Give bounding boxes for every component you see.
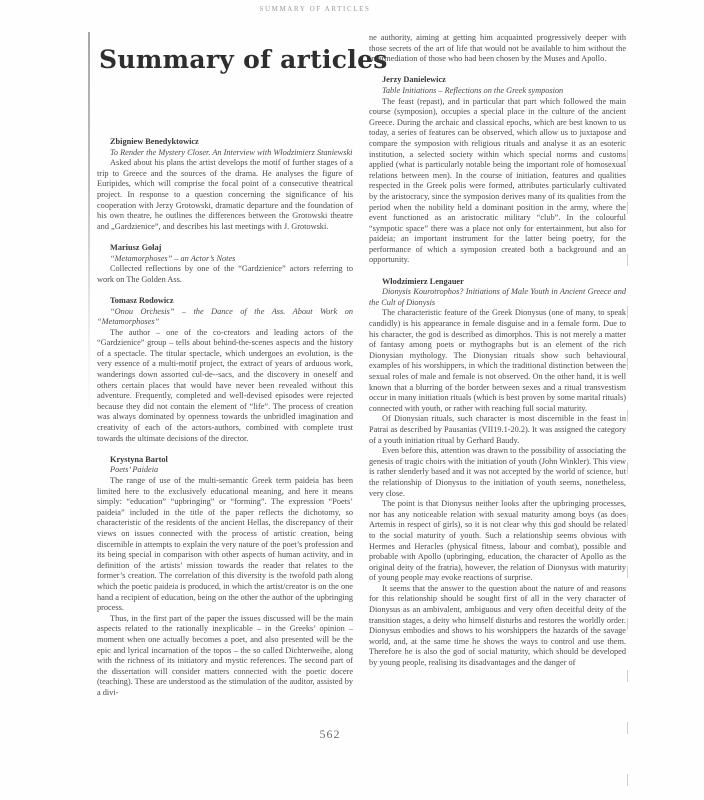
article-work-title: “Metamorphoses” – an Actor’s Notes: [110, 253, 236, 263]
article-summary-danielewicz: [369, 75, 626, 266]
article-paragraph: The feast (repast), and in particular that part which followed the main course (symposion), occupies a special place in the culture of the ancient Greece. During the archaic and classical epochs, which are best known to us today, a series of features can be observed, which allow us to juxtapose and compare the symposion with religious rituals and analyse it as an esoteric institution, a selected society within which special norms and customs applied (what is particularly notable being the important role of homosexual relations between men). In the course of initiation, features and qualities respected in the Greek polis were formed, attributes particularly cultivated by the aristocracy, since the symposion derives many of its qualities from the period when the nobility held a dominant position in the army, where the event functioned as an aristocratic military “club”. In the colourful “sympotic space” there was a place not only for entertainment, but also for paideia; an important instrument for the latter being poetry, for the performance of which a symposion created both a background and an opportunity.: [369, 96, 626, 265]
page-title: Summary of articles: [99, 44, 388, 74]
article-author: Jerzy Danielewicz: [382, 75, 446, 85]
article-author: Mariusz Gołaj: [110, 242, 162, 252]
article-work-title: Table Initiations – Reflections on the Greek symposion: [382, 85, 564, 95]
article-summary-lengauer: [369, 277, 626, 669]
article-author: Zbigniew Benedyktowicz: [110, 137, 199, 146]
right-column: [369, 33, 626, 669]
article-paragraph: The author – one of the co-creators and leading actors of the “Gardzienice” group – tells about behind-the-scenes aspects and the history of a spectacle. The titular spectacle, which undergoes an evolution, is the very essence of a multi-motif project, the extract of years of arduous work, wanderings down assorted cul-de--sacs, and the discovery in oneself and others certain places that would have never been revealed without this adventure. Frequently, completed and well-devised episodes were rejected because they did not contain the element of “life”. The process of creation was always dominated by openness towards the unbridled imagination and creativity of each of the actors-authors, combined with complete trust towards the ultimate decisions of the director.: [97, 327, 353, 443]
article-author: Włodzimierz Lengauer: [382, 276, 464, 286]
page-border-left-rule: [88, 32, 90, 417]
article-work-title: Poets’ Paideia: [110, 465, 159, 475]
article-summary-golaj: [97, 243, 353, 285]
article-work-title: “Onou Orchesis” – the Dance of the Ass. About Work on “Metamorphoses”: [97, 306, 353, 327]
article-author: Tomasz Rodowicz: [110, 295, 174, 305]
article-paragraph: Collected reflections by one of the “Gardzienice” actors referring to work on The Golden Ass.: [97, 264, 353, 284]
page-border-right-rule: [627, 150, 628, 790]
article-author: Krystyna Bartol: [110, 454, 168, 464]
article-paragraph: It seems that the answer to the question about the nature of and reasons for this relationship should be sought first of all in the very character of Dionysus as an ambivalent, ambiguous and very often deceitful deity of the transition stages, a deity who himself disturbs and restores the worldly order. Dionysus embodies and shows to his worshippers the hazards of the savage world, and, at the same time he shows the ways to control and use them. Therefore he is also the god of social maturity, which should be developed by young people, realising its disadvantages and the danger of: [369, 583, 626, 668]
article-work-title: Dionysis Kourotrophos? Initiations of Male Youth in Ancient Greece and the Cult of Dionysis: [369, 287, 626, 307]
article-paragraph: Thus, in the first part of the paper the issues discussed will be the main aspects related to the rationally inexplicable – in the Greeks’ opinion – moment when one actually becomes a poet, and also presented will be the epic and lyrical incarnation of the topos – the so called Dichterweihe, along with the richness of its initiatory and mystic references. The second part of the dissertation will consider matters connected with the poetic docere (teaching). These are understood as the stimulation of the auditor, assisted by a divi-: [97, 613, 353, 697]
article-paragraph: The point is that Dionysus neither looks after the upbringing processes, nor has any noticeable relation with sexual maturity among boys (as does Artemis in respect of girls), so it is not clear why this god should be related to the social maturity of youth. Such a relationship seems obvious with Hermes and Heracles (physical fitness, labour and combat), possible and probable with Apollo (upbringing, education, the character of Apollo as the original deity of the fratria), however, the relation of Dionysus with maturity of young people may evoke reactions of surprise.: [369, 499, 626, 583]
continued-paragraph: ne authority, aiming at getting him acquainted progressively deeper with those secrets of the art of life that would not be available to him without the intermediation of those who had been chosen by the Muses and Apollo.: [369, 33, 626, 64]
article-paragraph: The characteristic feature of the Greek Dionysus (one of many, to speak candidly) is his appearance in female disguise and in a female form. Due to his character, the god is described as dimorphos. This is not merely a matter of fantasy among poets or mythographs but is an element of the rich Dionysian mythology. The Dionysian rituals show such behavioural examples of his worshippers, in which the traditional distinction between the sexual roles of male and female is not observed. On the other hand, it is well known that a blurring of the border between sexes and a ritual transvestism occur in many initiation rituals (which is best proven by some marital rituals) connected with youth, or rather with reaching full social maturity.: [369, 308, 626, 413]
article-paragraph: Of Dionysian rituals, such character is most discernible in the feast in Patrai as described by Pausanias (VII19.1-20.2). It was assigned the category of a youth initiation ritual by Gerhard Baudy.: [369, 414, 626, 445]
article-summary-rodowicz: [97, 296, 353, 444]
page-number: 562: [319, 727, 341, 741]
left-column: [97, 137, 353, 698]
article-paragraph: The range of use of the multi-semantic Greek term paideia has been limited here to the exclusively educational meaning, and here it means simply: “education” “upbringing” or “forming”. The expression “Poets’ paideia” included in the title of the paper reflects the dichotomy, so characteristic of the residents of the ancient Hellas, the discrepancy of their views on issues connected with the process of artistic creation, being discernible in attempts to explain the very nature of the poet’s profession and its being special in comparison with other aspects of human activity, and in definition of the artists’ mission towards the reader that relates to the former’s creation. The correlation of this diversity is the twofold path along which the poetic paideia is produced, in which the artist/creator is on the one hand a recipient of education, being on the other the author of the upbringing process.: [97, 476, 353, 613]
article-summary-benedyktowicz: [97, 137, 353, 232]
running-header: SUMMARY OF ARTICLES: [259, 5, 371, 13]
article-paragraph: Asked about his plans the artist develops the motif of further stages of a trip to Greece and the sources of the drama. He analyses the figure of Euripides, which will comprise the focal point of a consecutive theatrical project. In response to a question concerning the significance of his cooperation with Jerzy Grotowski, dramatic departure and the foundation of his own theatre, he outlines the differences between the Grotowski theatre and „Gardzienice”, and describes his last meetings with J. Grotowski.: [97, 158, 353, 231]
article-paragraph: Even before this, attention was drawn to the possibility of associating the genesis of tragic choirs with the initiation of youth (John Winkler). This view is rather slenderly based and it was not accepted by the world of science, but the relationship of Dionysus to the initiation of youth seems, nonetheless, very close.: [369, 446, 626, 498]
article-summary-bartol: [97, 455, 353, 699]
article-work-title: To Render the Mystery Closer. An Interview with Włodzimierz Staniewski: [110, 147, 353, 157]
